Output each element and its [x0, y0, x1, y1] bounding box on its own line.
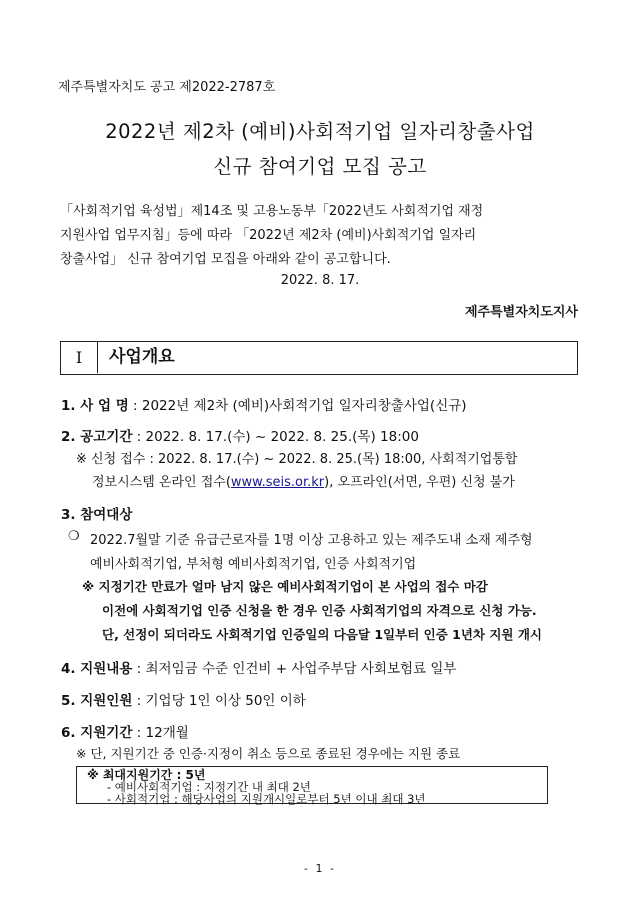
target-note-1: ※ 지정기간 만료가 얼마 남지 않은 예비사회적기업이 본 사업의 접수 마감 — [82, 579, 488, 594]
item-label: 5. 지원인원 — [61, 693, 133, 709]
target-line-1: 2022.7월말 기준 유급근로자를 1명 이상 고용하고 있는 제주도내 소재 제주형 — [90, 533, 533, 548]
max-box-line-1: - 예비사회적기업 : 지정기간 내 최대 2년 — [107, 780, 311, 794]
max-box-heading: ※ 최대지원기간 : 5년 — [87, 768, 206, 782]
intro-line-3: 창출사업」 신규 참여기업 모집을 아래와 같이 공고합니다. — [60, 252, 391, 267]
title-line-1: 2022년 제2차 (예비)사회적기업 일자리창출사업 — [105, 120, 535, 143]
title-line-2: 신규 참여기업 모집 공고 — [213, 155, 427, 178]
item-label: 2. 공고기간 — [61, 429, 133, 445]
section-title: 사업개요 — [109, 347, 175, 367]
organization: 제주특별자치도지사 — [464, 305, 578, 320]
max-box-line-2: - 사회적기업 : 해당사업의 지원개시일로부터 5년 이내 최대 3년 — [107, 792, 426, 806]
notice-date: 2022. 8. 17. — [280, 273, 360, 288]
item-value: : 12개월 — [132, 725, 189, 741]
item-value: : 2022. 8. 17.(수) ~ 2022. 8. 25.(목) 18:00 — [132, 429, 419, 445]
period-note-1: ※ 신청 접수 : 2022. 8. 17.(수) ~ 2022. 8. 25.(목) 18:00, 사회적기업통합 — [76, 452, 518, 467]
item-period — [61, 425, 419, 445]
section-header — [60, 341, 578, 375]
item-value: : 기업당 1인 이상 50인 이하 — [132, 693, 306, 709]
item-label: 6. 지원기간 — [61, 725, 133, 741]
section-number: Ⅰ — [61, 342, 98, 373]
seis-link[interactable]: www.seis.or.kr — [230, 475, 325, 490]
target-bullet: ❍ — [68, 529, 80, 544]
item-support-content — [61, 657, 456, 677]
item-business-name — [61, 394, 467, 414]
note-text: ), 오프라인(서면, 우편) 신청 불가 — [324, 475, 515, 490]
note-text: 정보시스템 온라인 접수( — [92, 475, 231, 490]
notice-number: 제주특별자치도 공고 제2022-2787호 — [58, 80, 276, 95]
item-label: 4. 지원내용 — [61, 661, 133, 677]
period-note-2 — [92, 471, 515, 490]
page-number: - 1 - — [304, 862, 336, 875]
item-target-label: 3. 참여대상 — [61, 507, 133, 523]
max-support-box — [76, 766, 548, 804]
target-line-2: 예비사회적기업, 부처형 예비사회적기업, 인증 사회적기업 — [90, 557, 417, 572]
item-label: 1. 사 업 명 — [61, 398, 129, 414]
item-support-period — [61, 721, 189, 741]
support-period-note: ※ 단, 지원기간 중 인증·지정이 취소 등으로 종료된 경우에는 지원 종료 — [76, 746, 461, 761]
item-support-people — [61, 689, 306, 709]
intro-line-1: 「사회적기업 육성법」제14조 및 고용노동부「2022년도 사회적기업 재정 — [60, 204, 484, 219]
item-value: : 2022년 제2차 (예비)사회적기업 일자리창출사업(신규) — [128, 398, 467, 414]
target-note-3: 단, 선정이 되더라도 사회적기업 인증일의 다음달 1일부터 인증 1년차 지원 개시 — [102, 627, 542, 642]
item-value: : 최저임금 수준 인건비 + 사업주부담 사회보험료 일부 — [132, 661, 457, 677]
target-note-2: 이전에 사회적기업 인증 신청을 한 경우 인증 사회적기업의 자격으로 신청 가능. — [102, 603, 537, 618]
intro-line-2: 지원사업 업무지침」등에 따라 「2022년 제2차 (예비)사회적기업 일자리 — [60, 228, 477, 243]
